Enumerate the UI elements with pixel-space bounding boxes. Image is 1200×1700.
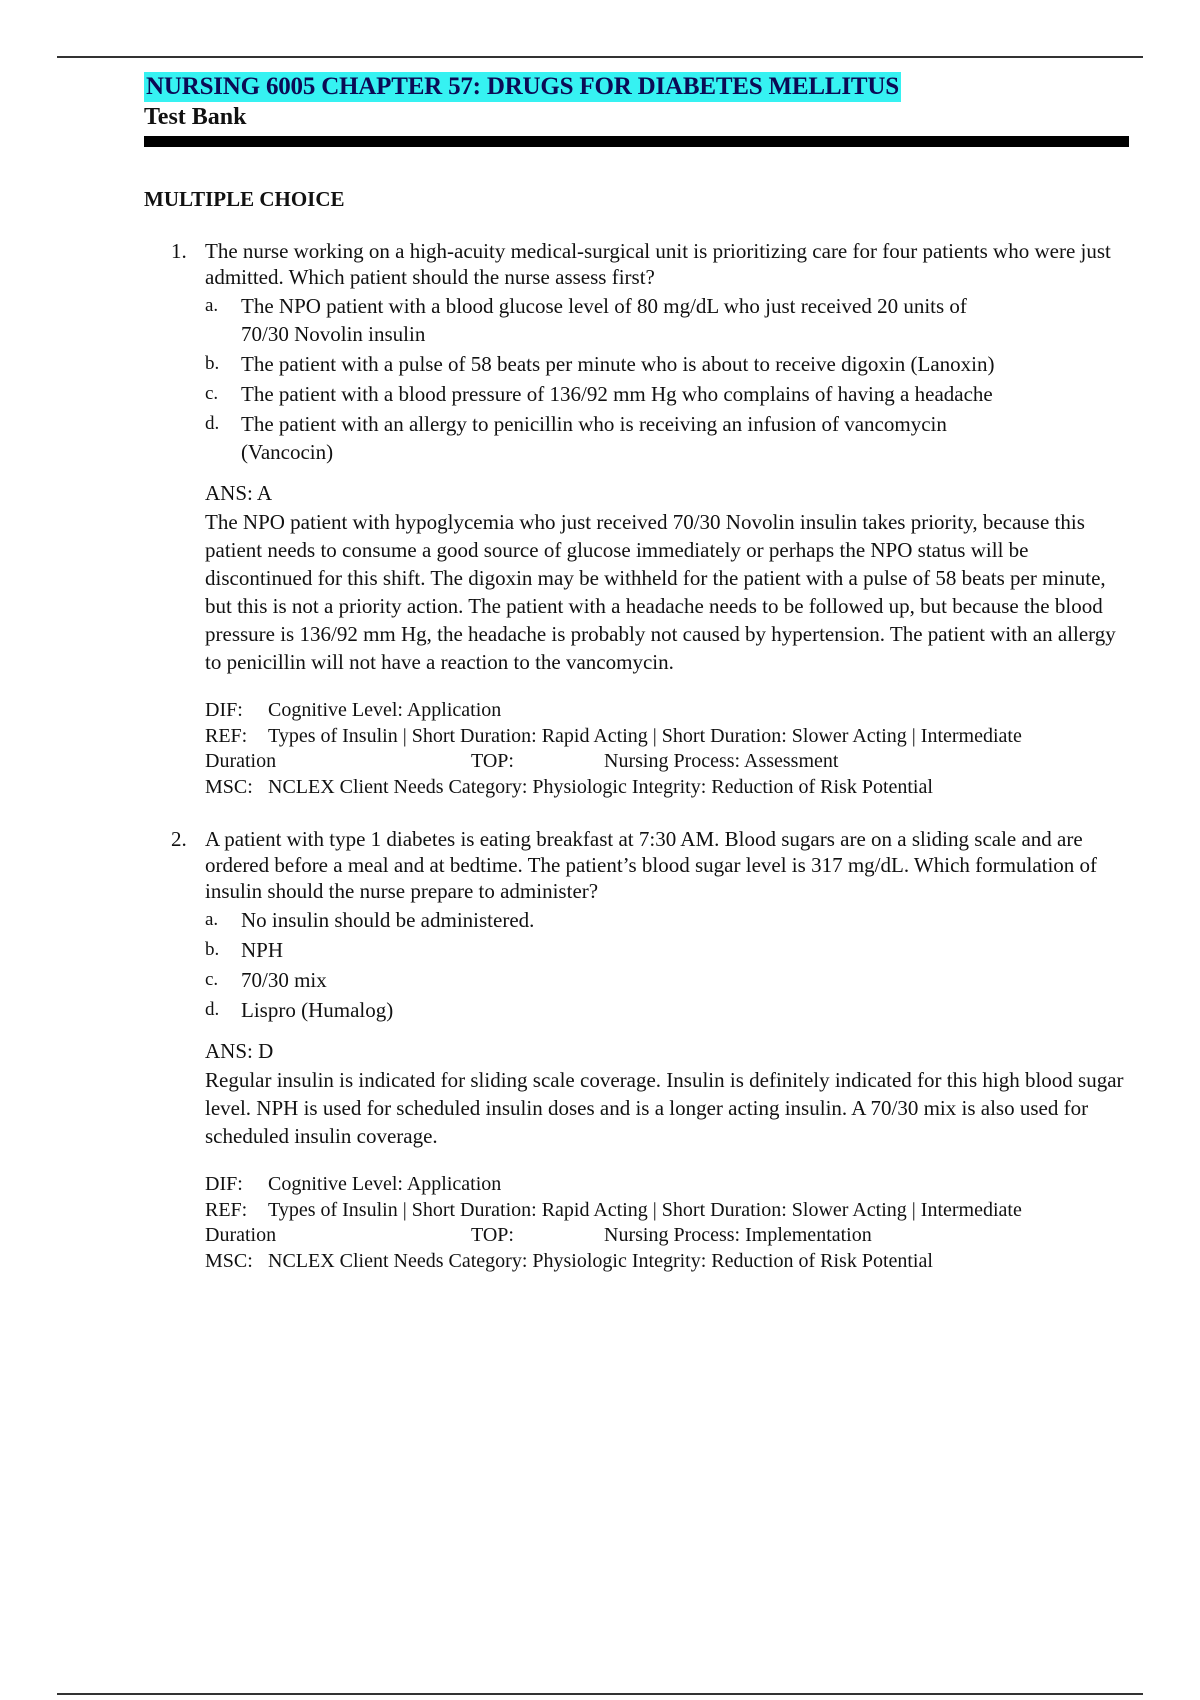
msc-value: NCLEX Client Needs Category: Physiologic Integrity: Reduction of Risk Potential <box>268 1249 933 1272</box>
question-number: 2. <box>171 827 187 851</box>
option-b <box>205 350 1011 378</box>
section-heading: MULTIPLE CHOICE <box>144 187 345 211</box>
option-text: No insulin should be administered. <box>241 908 535 932</box>
document-page <box>144 72 1134 1274</box>
ref-value: Types of Insulin | Short Duration: Rapid Acting | Short Duration: Slower Acting | Intermediate <box>268 1198 1022 1221</box>
option-letter: a. <box>205 295 219 316</box>
msc-label: MSC: <box>205 1249 253 1272</box>
option-c <box>205 966 1011 994</box>
option-a <box>205 906 1011 934</box>
option-text: Lispro (Humalog) <box>241 998 394 1022</box>
question-metadata <box>205 698 1125 800</box>
top-page-rule <box>57 56 1143 58</box>
ref-value: Types of Insulin | Short Duration: Rapid Acting | Short Duration: Slower Acting | Intermediate <box>268 724 1022 747</box>
answer-block <box>205 1038 1125 1150</box>
option-letter: d. <box>205 999 220 1020</box>
option-letter: c. <box>205 969 219 990</box>
rationale-text: Regular insulin is indicated for sliding scale coverage. Insulin is definitely indicated for this high blood sugar level. NPH is used for scheduled insulin doses and is a longer acting insulin. A 70/30 mix is also used for scheduled insulin coverage. <box>205 1068 1124 1148</box>
ref-label: REF: <box>205 1198 248 1221</box>
top-label: TOP: <box>471 1224 514 1246</box>
option-letter: b. <box>205 939 220 960</box>
question-text: A patient with type 1 diabetes is eating breakfast at 7:30 AM. Blood sugars are on a sliding scale and are ordered before a meal and at bedtime. The patient’s blood sugar level is 317 mg/dL. Which formulation of insulin should the nurse prepare to administer? <box>205 827 1098 903</box>
msc-value: NCLEX Client Needs Category: Physiologic Integrity: Reduction of Risk Potential <box>268 775 933 798</box>
dif-label: DIF: <box>205 699 243 721</box>
option-d <box>205 410 1011 466</box>
option-text: The NPO patient with a blood glucose level of 80 mg/dL who just received 20 units of 70/30 Novolin insulin <box>241 294 967 346</box>
answer-key: ANS: D <box>205 1039 274 1063</box>
ref-continuation: Duration <box>205 750 277 772</box>
question-metadata <box>205 1172 1125 1274</box>
answer-key: ANS: A <box>205 481 273 505</box>
question-number: 1. <box>171 239 187 263</box>
option-text: The patient with an allergy to penicillin who is receiving an infusion of vancomycin (Vancocin) <box>241 412 947 464</box>
dif-value: Cognitive Level: Application <box>268 1173 502 1195</box>
ref-continuation: Duration <box>205 1224 277 1246</box>
option-text: 70/30 mix <box>241 968 327 992</box>
question-2 <box>171 826 1134 1274</box>
msc-label: MSC: <box>205 775 253 798</box>
answer-options <box>205 906 1125 1024</box>
document-subtitle: Test Bank <box>144 104 247 130</box>
answer-block <box>205 480 1125 676</box>
option-c <box>205 380 1011 408</box>
option-a <box>205 292 1011 348</box>
rationale-text: The NPO patient with hypoglycemia who just received 70/30 Novolin insulin takes priority, because this patient needs to consume a good source of glucose immediately or perhaps the NPO status will be discontinued for this shift. The digoxin may be withheld for the patient with a pulse of 58 beats per minute, but this is not a priority action. The patient with a headache needs to be followed up, but because the blood pressure is 136/92 mm Hg, the headache is probably not caused by hypertension. The patient with an allergy to penicillin will not have a reaction to the vancomycin. <box>205 510 1116 674</box>
ref-label: REF: <box>205 724 248 747</box>
dif-label: DIF: <box>205 1173 243 1195</box>
option-text: The patient with a blood pressure of 136/92 mm Hg who complains of having a headache <box>241 382 993 406</box>
question-1 <box>171 238 1134 800</box>
document-header <box>144 72 1134 147</box>
header-divider <box>144 136 1129 147</box>
option-letter: c. <box>205 383 219 404</box>
top-value: Nursing Process: Assessment <box>604 750 839 772</box>
option-letter: b. <box>205 353 220 374</box>
top-label: TOP: <box>471 750 514 772</box>
option-b <box>205 936 1011 964</box>
option-text: The patient with a pulse of 58 beats per minute who is about to receive digoxin (Lanoxin) <box>241 352 995 376</box>
dif-value: Cognitive Level: Application <box>268 699 502 721</box>
option-letter: a. <box>205 909 219 930</box>
question-text: The nurse working on a high-acuity medical-surgical unit is prioritizing care for four patients who were just admitted. Which patient should the nurse assess first? <box>205 239 1111 289</box>
document-title: NURSING 6005 CHAPTER 57: DRUGS FOR DIABETES MELLITUS <box>146 73 899 100</box>
bottom-page-rule <box>57 1693 1143 1695</box>
option-d <box>205 996 1011 1024</box>
option-letter: d. <box>205 413 220 434</box>
top-value: Nursing Process: Implementation <box>604 1224 872 1246</box>
answer-options <box>205 292 1125 466</box>
option-text: NPH <box>241 938 284 962</box>
